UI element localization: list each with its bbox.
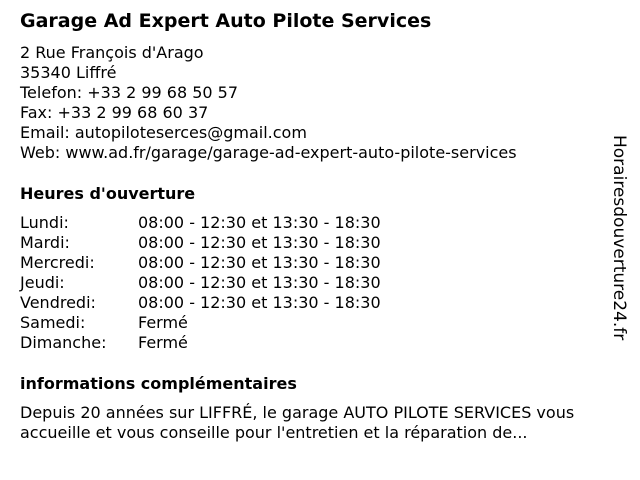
address-street: 2 Rue François d'Arago xyxy=(20,43,204,62)
day-hours: 08:00 - 12:30 et 13:30 - 18:30 xyxy=(138,293,381,312)
day-label: Jeudi: xyxy=(20,273,65,292)
day-hours: Fermé xyxy=(138,333,188,352)
description-line: Depuis 20 années sur LIFFRÉ, le garage AUTO PILOTE SERVICES vous xyxy=(20,403,575,422)
day-hours: 08:00 - 12:30 et 13:30 - 18:30 xyxy=(138,273,381,292)
email-address: Email: autopiloteserces@gmail.com xyxy=(20,123,307,142)
day-label: Mercredi: xyxy=(20,253,95,272)
day-hours: 08:00 - 12:30 et 13:30 - 18:30 xyxy=(138,253,381,272)
day-label: Vendredi: xyxy=(20,293,96,312)
day-label: Mardi: xyxy=(20,233,70,252)
additional-info-heading: informations complémentaires xyxy=(20,374,297,393)
phone-number: Telefon: +33 2 99 68 50 57 xyxy=(20,83,239,102)
contact-block xyxy=(20,43,517,163)
description-text xyxy=(20,403,638,443)
address-city: 35340 Liffré xyxy=(20,63,117,82)
day-label: Lundi: xyxy=(20,213,69,232)
site-watermark: Horairesdouverture24.fr xyxy=(609,135,629,341)
page-title: Garage Ad Expert Auto Pilote Services xyxy=(20,10,432,32)
day-label: Dimanche: xyxy=(20,333,107,352)
day-hours: 08:00 - 12:30 et 13:30 - 18:30 xyxy=(138,213,381,232)
description-line: accueille et vous conseille pour l'entretien et la réparation de... xyxy=(20,423,528,442)
opening-hours-heading: Heures d'ouverture xyxy=(20,184,196,203)
day-hours: Fermé xyxy=(138,313,188,332)
day-hours: 08:00 - 12:30 et 13:30 - 18:30 xyxy=(138,233,381,252)
fax-number: Fax: +33 2 99 68 60 37 xyxy=(20,103,209,122)
website-url: Web: www.ad.fr/garage/garage-ad-expert-auto-pilote-services xyxy=(20,143,517,162)
day-label: Samedi: xyxy=(20,313,86,332)
